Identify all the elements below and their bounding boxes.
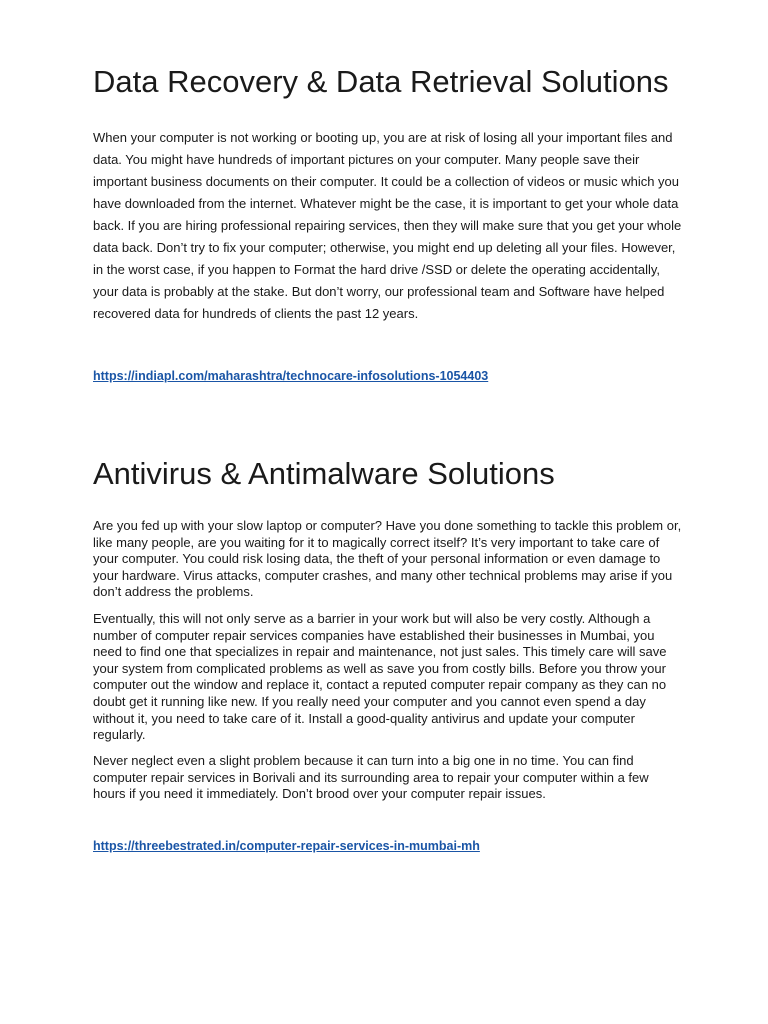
section-title-antivirus: Antivirus & Antimalware Solutions	[93, 456, 555, 491]
antivirus-paragraph-2: Eventually, this will not only serve as a barrier in your work but will also be very costly. Although a number of computer repair services companies have established their businesses in Mumbai, you need to find one that specializes in repair and maintenance, not just sales. This timely care will save your system from complicated problems as well as save you from costly bills. Before you throw your computer out the window and replace it, contact a reputed computer repair company as they can no doubt get it running like new. If you really need your computer and you cannot even spend a day without it, you need to take care of it. Install a good-quality antivirus and update your computer regularly.	[93, 611, 667, 743]
antivirus-paragraph-1: Are you fed up with your slow laptop or computer? Have you done something to tackle this problem or, like many people, are you waiting for it to magically correct itself? It’s very important to take care of your computer. You could risk losing data, the theft of your personal information or even damage to your hardware. Virus attacks, computer crashes, and many other technical problems may arise if you don’t address the problems.	[93, 518, 682, 600]
threebestrated-link[interactable]: https://threebestrated.in/computer-repair-services-in-mumbai-mh	[93, 839, 480, 853]
data-recovery-paragraph: When your computer is not working or booting up, you are at risk of losing all your important files and data. You might have hundreds of important pictures on your computer. Many people save their important business documents on their computer. It could be a collection of videos or music which you have downloaded from the internet. Whatever might be the case, it is important to get your whole data back. If you are hiring professional repairing services, then they will make sure that you get your whole data back. Don’t try to fix your computer; otherwise, you might end up deleting all your files. However, in the worst case, if you happen to Format the hard drive /SSD or delete the operating accidentally, your data is probably at the stake. But don’t worry, our professional team and Software have helped recovered data for hundreds of clients the past 12 years.	[93, 130, 682, 321]
antivirus-paragraph-3: Never neglect even a slight problem because it can turn into a big one in no time. You can find computer repair services in Borivali and its surrounding area to repair your computer within a few hours if you need it immediately. Don’t brood over your computer repair issues.	[93, 753, 649, 802]
indiapl-link[interactable]: https://indiapl.com/maharashtra/technocare-infosolutions-1054403	[93, 369, 489, 383]
section-title-data-recovery: Data Recovery & Data Retrieval Solutions	[93, 64, 669, 99]
